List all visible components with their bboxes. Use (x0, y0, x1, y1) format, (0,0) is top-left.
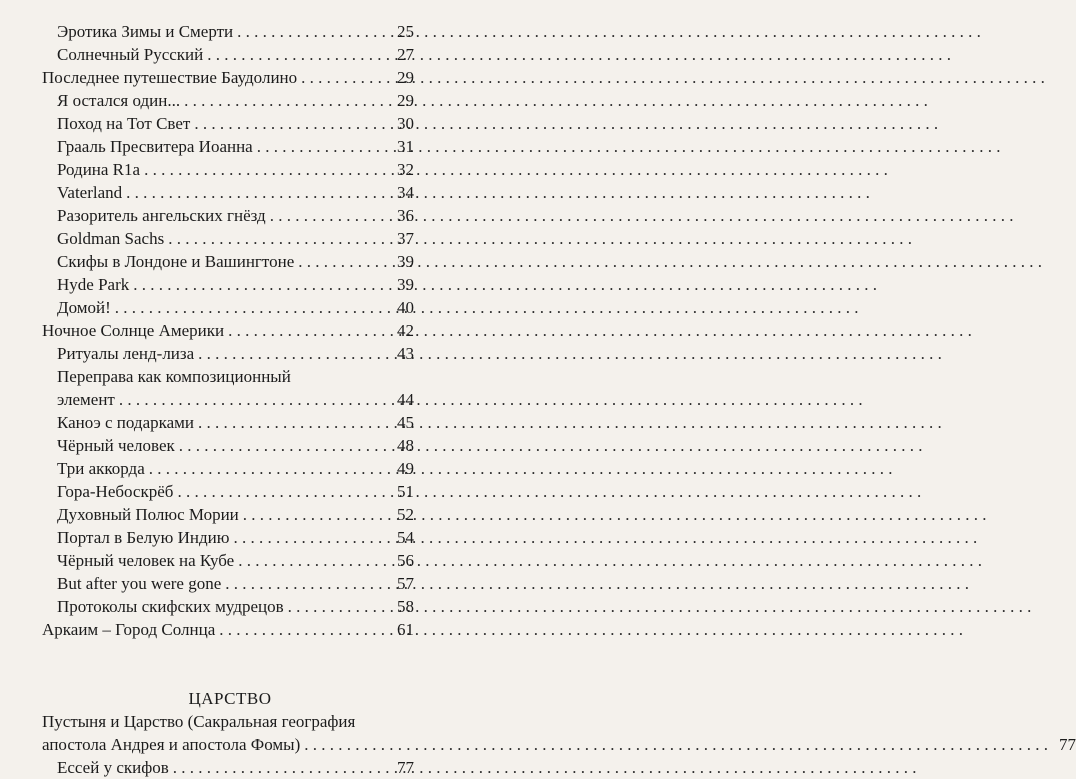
toc-entry-page: 48 (397, 436, 414, 455)
toc-entry (0, 89, 450, 112)
toc-chapter-page: 61 (397, 620, 414, 639)
leader-dots (133, 273, 877, 296)
toc-entry (0, 112, 450, 135)
toc-entry-page: 58 (397, 597, 414, 616)
toc-chapter-title-line1: Пустыня и Царство (Сакральная география (42, 712, 356, 731)
toc-chapter (0, 319, 450, 342)
toc-chapter-title: Аркаим – Город Солнца (42, 620, 216, 639)
toc-entry-page: 52 (397, 505, 414, 524)
toc-entry-title: Солнечный Русский (57, 45, 204, 64)
toc-entry-title: Поход на Тот Свет (57, 114, 191, 133)
toc-entry-title: Каноэ с подарками (57, 413, 195, 432)
leader-dots (304, 733, 1048, 756)
toc-entry-page: 36 (397, 206, 414, 225)
toc-entry (0, 526, 450, 549)
toc-chapter-title: Последнее путешествие Баудолино (42, 68, 298, 87)
toc-entry-title: Чёрный человек (57, 436, 175, 455)
toc-entry-title: Грааль Пресвитера Иоанна (57, 137, 253, 156)
toc-entry (0, 549, 450, 572)
toc-chapter-title: Ночное Солнце Америки (42, 321, 225, 340)
toc-entry-page: 34 (397, 183, 414, 202)
toc-entry (0, 204, 450, 227)
toc-entry (0, 480, 450, 503)
toc-entry-title: Протоколы скифских мудрецов (57, 597, 284, 616)
leader-dots (257, 135, 1001, 158)
toc-entry (0, 43, 450, 66)
toc-chapter-title-line2: апостола Андрея и апостола Фомы) (42, 735, 301, 754)
toc-entry-title: Родина R1a (57, 160, 141, 179)
toc-entry (0, 434, 450, 457)
toc-entry-title: Разоритель ангельских гнёзд (57, 206, 266, 225)
toc-entry-page: 39 (397, 275, 414, 294)
toc-entry (0, 595, 450, 618)
toc-entry (0, 756, 450, 779)
toc-entry-page: 37 (397, 229, 414, 248)
toc-entry-title: But after you were gone (57, 574, 222, 593)
toc-entry-title-line1: Переправа как композиционный (57, 367, 291, 386)
toc-entry-page: 30 (397, 114, 414, 133)
leader-dots (179, 434, 923, 457)
toc-entry (0, 250, 450, 273)
toc-entry-title: Goldman Sachs (57, 229, 165, 248)
toc-entry-wrapped (0, 365, 450, 411)
toc-chapter-page: 42 (397, 321, 414, 340)
leader-dots (207, 43, 951, 66)
toc-entry-page: 32 (397, 160, 414, 179)
section-title: ЦАРСТВО (188, 689, 272, 708)
leader-dots (168, 227, 912, 250)
toc-entry-title: Чёрный человек на Кубе (57, 551, 235, 570)
leader-dots (219, 618, 963, 641)
table-of-contents (0, 20, 1076, 779)
toc-entry (0, 273, 450, 296)
toc-entry-page: 40 (397, 298, 414, 317)
toc-entry-title: Духовный Полюс Мории (57, 505, 239, 524)
toc-entry-title-line2: элемент (57, 390, 115, 409)
toc-entry-page: 49 (397, 459, 414, 478)
toc-entry-title: Ессей у скифов (57, 758, 169, 777)
leader-dots (144, 158, 888, 181)
leader-dots (198, 411, 942, 434)
section-spacer (0, 641, 450, 687)
toc-entry-page: 31 (397, 137, 414, 156)
toc-entry (0, 503, 450, 526)
toc-entry (0, 227, 450, 250)
leader-dots (149, 457, 893, 480)
toc-entry-page: 29 (397, 91, 414, 110)
leader-dots (228, 319, 972, 342)
toc-entry-page: 27 (397, 45, 414, 64)
toc-entry-page: 45 (397, 413, 414, 432)
leader-dots (238, 549, 982, 572)
leader-dots (184, 89, 928, 112)
toc-entry-title: Гора-Небоскрёб (57, 482, 174, 501)
leader-dots (119, 388, 863, 411)
leader-dots (194, 112, 938, 135)
toc-entry-title: Три аккорда (57, 459, 145, 478)
leader-dots (177, 480, 921, 503)
toc-entry (0, 457, 450, 480)
toc-entry (0, 411, 450, 434)
toc-entry-title: Я остался один... (57, 91, 181, 110)
toc-entry-title: Hyde Park (57, 275, 130, 294)
leader-dots (115, 296, 859, 319)
toc-entry (0, 572, 450, 595)
toc-entry-page: 43 (397, 344, 414, 363)
toc-entry-page: 77 (397, 758, 414, 777)
toc-entry-title: Домой! (57, 298, 111, 317)
toc-entry (0, 158, 450, 181)
toc-chapter-page: 29 (397, 68, 414, 87)
toc-chapter (0, 618, 450, 641)
leader-dots (225, 572, 969, 595)
toc-entry-title: Портал в Белую Индию (57, 528, 230, 547)
toc-entry (0, 296, 450, 319)
toc-entry-page: 39 (397, 252, 414, 271)
toc-entry (0, 181, 450, 204)
toc-entry-page: 25 (397, 22, 414, 41)
toc-entry-title: Vaterland (57, 183, 123, 202)
leader-dots (126, 181, 870, 204)
leader-dots (198, 342, 942, 365)
toc-entry (0, 135, 450, 158)
toc-entry-page: 54 (397, 528, 414, 547)
toc-entry-page: 57 (397, 574, 414, 593)
toc-entry (0, 20, 450, 43)
leader-dots (173, 756, 917, 779)
toc-entry-title: Скифы в Лондоне и Вашингтоне (57, 252, 295, 271)
toc-entry-title: Эротика Зимы и Смерти (57, 22, 234, 41)
toc-chapter-wrapped (0, 710, 1076, 756)
toc-chapter (0, 66, 450, 89)
leader-dots (243, 503, 987, 526)
toc-entry (0, 342, 450, 365)
toc-chapter-page: 77 (1058, 735, 1076, 754)
leader-dots (270, 204, 1014, 227)
leader-dots (237, 20, 981, 43)
toc-entry-page: 51 (397, 482, 414, 501)
leader-dots (233, 526, 977, 549)
toc-entry-title: Ритуалы ленд-лиза (57, 344, 195, 363)
toc-entry-page: 44 (397, 390, 414, 409)
toc-entry-page: 56 (397, 551, 414, 570)
